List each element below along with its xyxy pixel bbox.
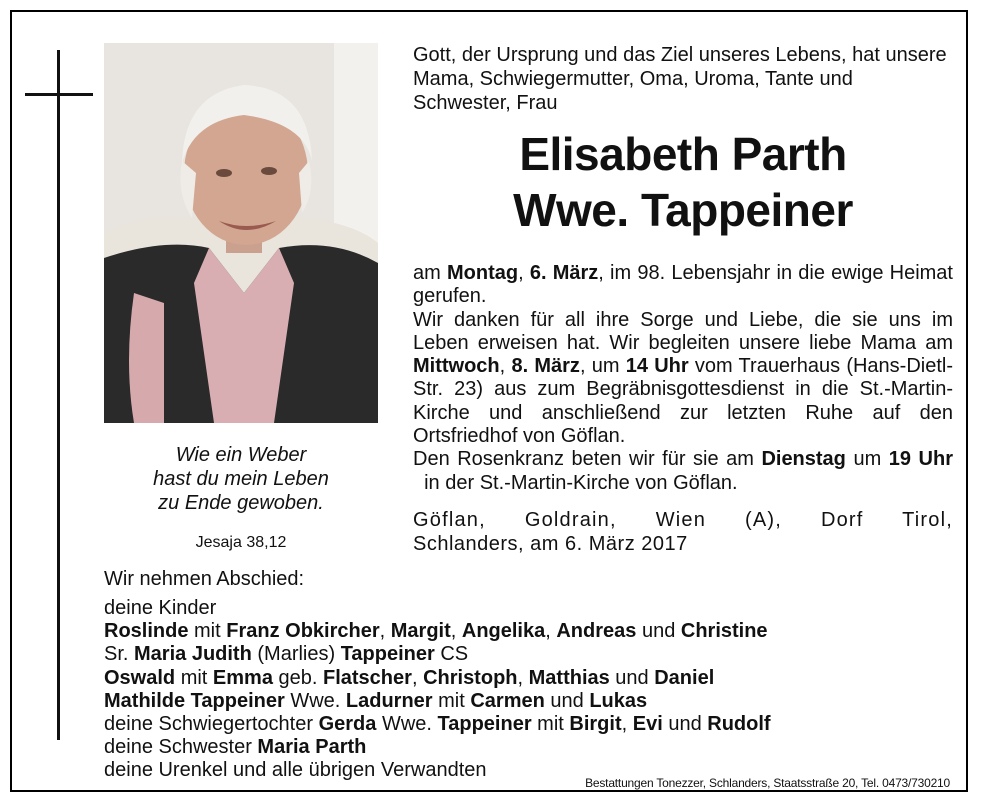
- family-line: Roslinde mit Franz Obkircher, Margit, Angelika, Andreas und Christine: [104, 620, 768, 643]
- quote-line: hast du mein Leben: [153, 468, 329, 490]
- intro-text: Gott, der Ursprung und das Ziel unseres Lebens, hat unsere Mama, Schwiegermutter, Oma, Uroma, Tante und Schwester, Frau: [413, 44, 947, 114]
- family-list: [104, 597, 944, 783]
- scripture-reference: Jesaja 38,12: [195, 534, 287, 551]
- quote-line: zu Ende gewoben.: [158, 492, 324, 514]
- place-line: Göflan, Goldrain, Wien (A), Dorf Tirol,: [413, 509, 953, 531]
- name-line: Wwe. Tappeiner: [513, 184, 853, 236]
- cross-bar: [25, 93, 93, 96]
- family-line: deine Schwiegertochter Gerda Wwe. Tappeiner mit Birgit, Evi und Rudolf: [104, 713, 771, 736]
- family-line: Sr. Maria Judith (Marlies) Tappeiner CS: [104, 643, 469, 666]
- family-line: deine Schwester Maria Parth: [104, 736, 367, 759]
- undertaker-credit: Bestattungen Tonezzer, Schlanders, Staatsstraße 20, Tel. 0473/730210: [585, 776, 950, 790]
- family-line: deine Urenkel und alle übrigen Verwandten: [104, 759, 487, 782]
- farewell-title: Wir nehmen Abschied:: [104, 568, 305, 590]
- family-line: deine Kinder: [104, 597, 217, 619]
- name-line: Elisabeth Parth: [519, 128, 847, 180]
- cross-icon: [57, 50, 60, 740]
- family-line: Mathilde Tappeiner Wwe. Ladurner mit Carmen und Lukas: [104, 689, 648, 712]
- place-date-line: Schlanders, am 6. März 2017: [413, 533, 688, 555]
- quote-line: Wie ein Weber: [175, 444, 307, 466]
- death-paragraph: am Montag, 6. März, im 98. Lebensjahr in die ewige Heimat gerufen.: [413, 262, 953, 308]
- place-and-date: [413, 508, 953, 556]
- funeral-paragraph: Wir danken für all ihre Sorge und Liebe, die sie uns im Leben erweisen hat. Wir begleiten unsere liebe Mama am Mittwoch, 8. März, um 14 Uhr vom Trauerhaus (Hans-Dietl-Str. 23) aus zum Begräbnisgottesdienst in die St.-Martin-Kirche und anschließend zur letzten Ruhe auf den Ortsfriedhof von Göflan.: [413, 308, 953, 448]
- scripture-quote: [104, 443, 378, 515]
- family-line: Oswald mit Emma geb. Flatscher, Christoph, Matthias und Daniel: [104, 666, 715, 689]
- deceased-name: [413, 126, 953, 238]
- portrait-photo: [104, 43, 378, 423]
- announcement-body: [413, 262, 953, 495]
- rosary-paragraph: Den Rosenkranz beten wir für sie am Dienstag um 19 Uhr in der St.-Martin-Kirche von Göflan.: [413, 448, 953, 494]
